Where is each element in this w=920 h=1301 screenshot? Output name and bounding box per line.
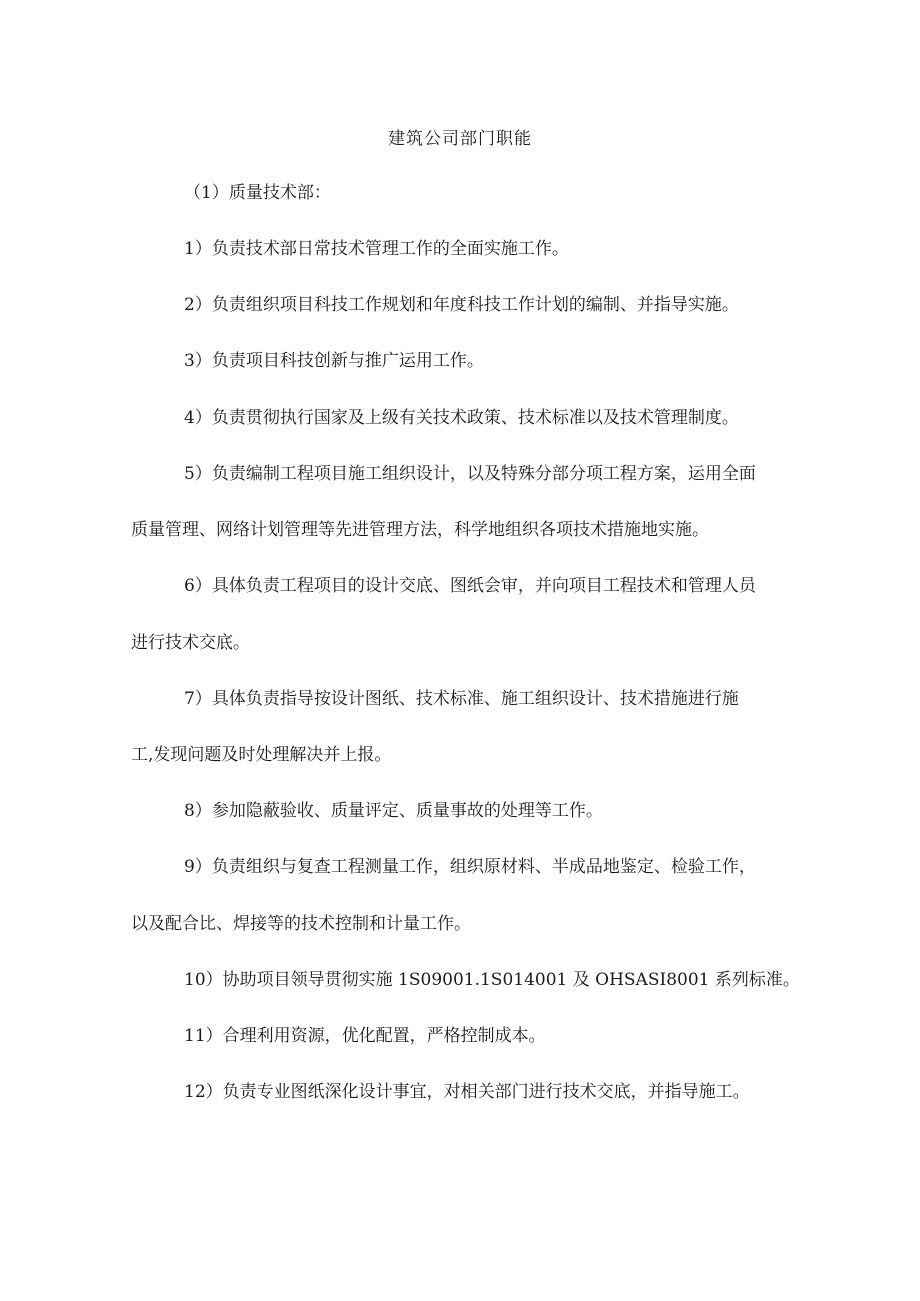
item-4: 4）负责贯彻执行国家及上级有关技术政策、技术标准以及技术管理制度。 [184, 408, 739, 428]
item-7-line-2: 工,发现问题及时处理解决并上报。 [131, 745, 392, 765]
item-2: 2）负责组织项目科技工作规划和年度科技工作计划的编制、并指导实施。 [184, 295, 739, 315]
item-10: 10）协助项目领导贯彻实施 1S09001.1S014001 及 OHSASI8001 系列标准。 [184, 970, 800, 990]
item-7-line-1: 7）具体负责指导按设计图纸、技术标准、施工组织设计、技术措施进行施 [184, 689, 739, 709]
item-12: 12）负责专业图纸深化设计事宜，对相关部门进行技术交底，并指导施工。 [184, 1082, 750, 1102]
item-3: 3）负责项目科技创新与推广运用工作。 [184, 351, 484, 371]
item-5-line-1: 5）负责编制工程项目施工组织设计，以及特殊分部分项工程方案，运用全面 [184, 464, 756, 484]
section-heading: （1）质量技术部： [184, 183, 331, 203]
item-11: 11）合理利用资源，优化配置，严格控制成本。 [184, 1026, 546, 1046]
item-6-line-2: 进行技术交底。 [131, 633, 250, 653]
item-8: 8）参加隐蔽验收、质量评定、质量事故的处理等工作。 [184, 801, 603, 821]
item-6-line-1: 6）具体负责工程项目的设计交底、图纸会审，并向项目工程技术和管理人员 [184, 576, 756, 596]
document-title: 建筑公司部门职能 [388, 129, 532, 149]
item-9-line-2: 以及配合比、焊接等的技术控制和计量工作。 [131, 914, 471, 934]
item-5-line-2: 质量管理、网络计划管理等先进管理方法，科学地组织各项技术措施地实施。 [131, 520, 709, 540]
item-1: 1）负责技术部日常技术管理工作的全面实施工作。 [184, 239, 569, 259]
item-9-line-1: 9）负责组织与复查工程测量工作，组织原材料、半成品地鉴定、检验工作， [184, 857, 756, 877]
